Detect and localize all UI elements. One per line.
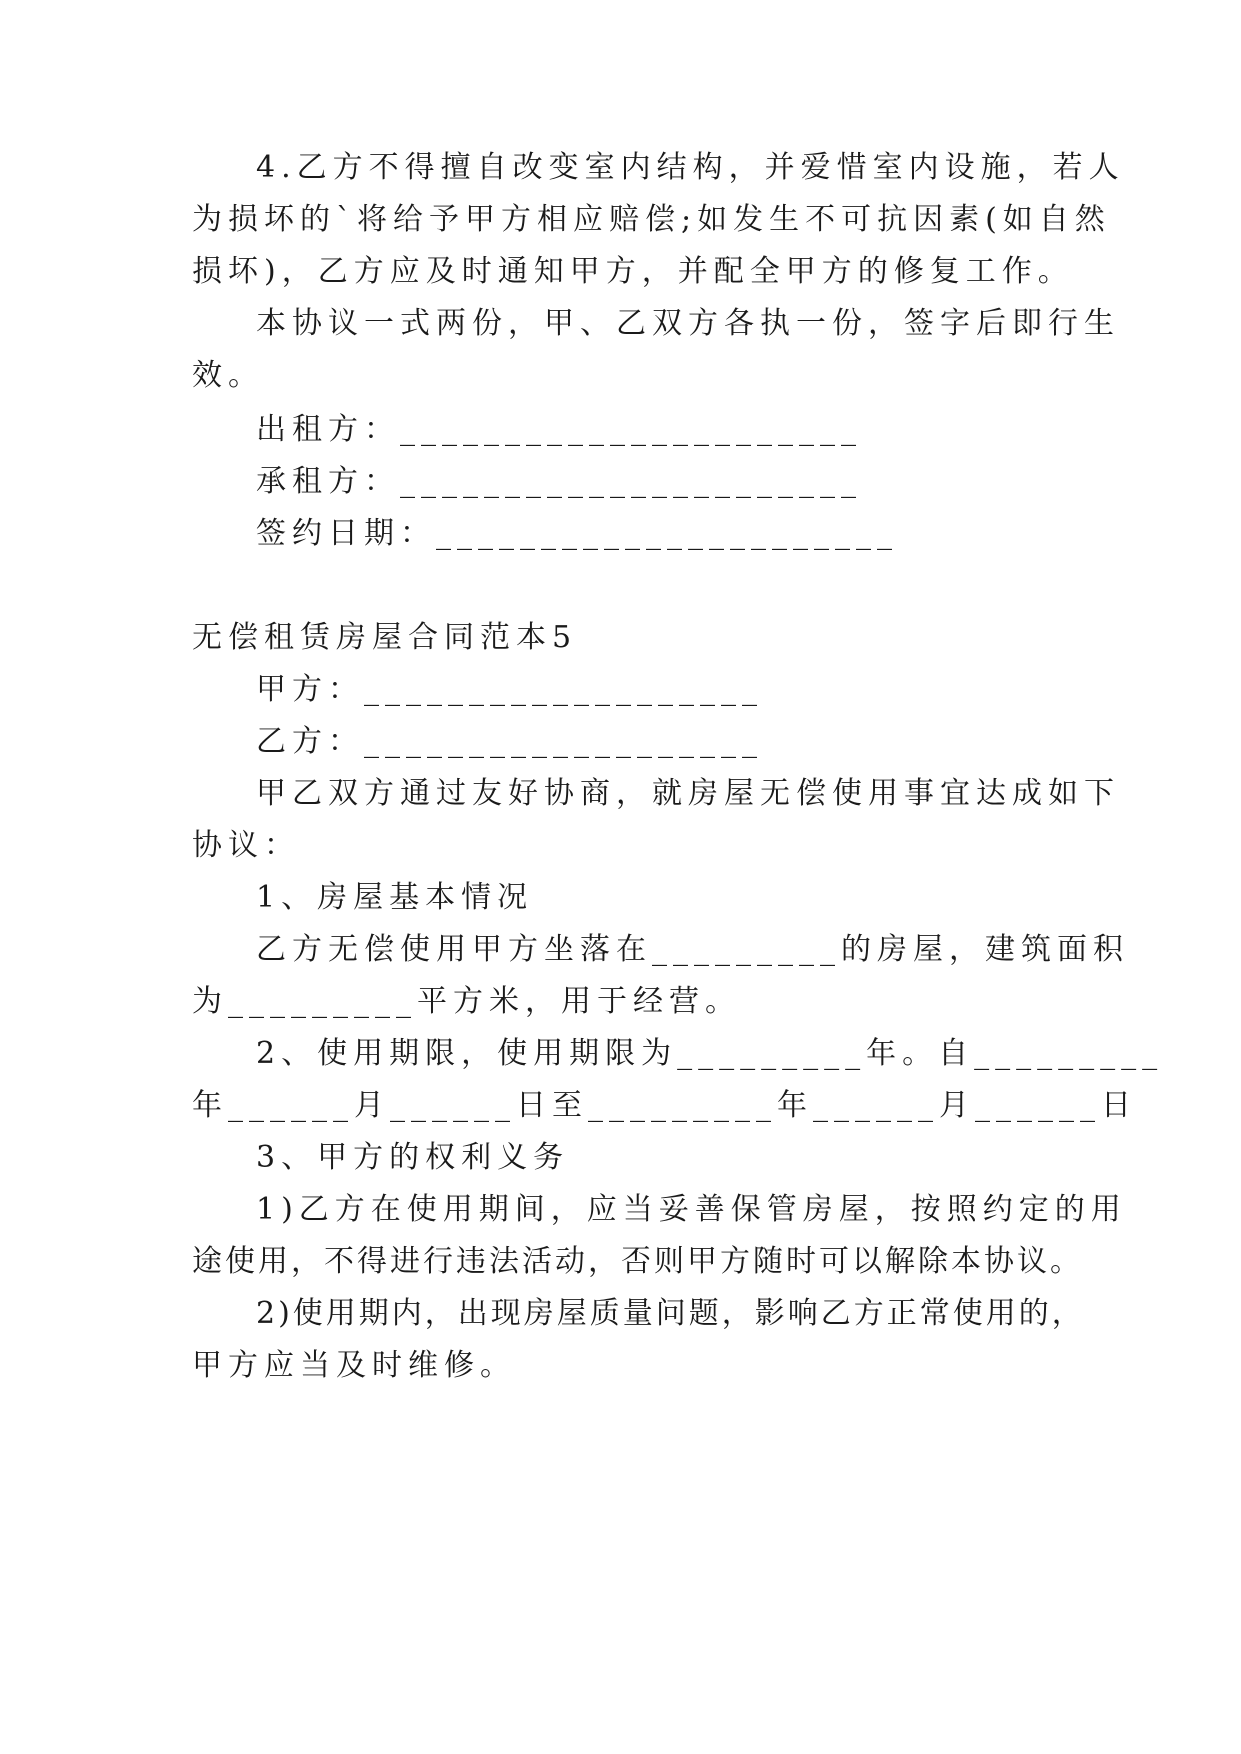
section1-line2: 为_________平方米，用于经营。 bbox=[192, 984, 741, 1019]
section3-p2-line2: 甲方应当及时维修。 bbox=[192, 1348, 516, 1383]
clause4-line3: 损坏)，乙方应及时通知甲方，并配全甲方的修复工作。 bbox=[192, 254, 1074, 289]
party-b: 乙方：___________________ bbox=[256, 724, 763, 759]
effect-line1: 本协议一式两份，甲、乙双方各执一份，签字后即行生 bbox=[256, 306, 1120, 341]
section1-heading: 1、房屋基本情况 bbox=[256, 880, 534, 915]
sign-date: 签约日期：______________________ bbox=[256, 516, 898, 551]
section1-line1: 乙方无偿使用甲方坐落在_________的房屋，建筑面积 bbox=[256, 932, 1129, 967]
lessee-signature: 承租方：______________________ bbox=[256, 464, 862, 499]
section-title: 无偿租赁房屋合同范本5 bbox=[192, 620, 578, 655]
section3-heading: 3、甲方的权利义务 bbox=[256, 1140, 570, 1175]
section3-p2-line1: 2)使用期内，出现房屋质量问题，影响乙方正常使用的， bbox=[256, 1296, 1085, 1331]
clause4-line1: 4.乙方不得擅自改变室内结构，并爱惜室内设施，若人 bbox=[256, 150, 1125, 185]
intro-line2: 协议： bbox=[192, 828, 300, 863]
section2-line1: 2、使用期限，使用期限为_________年。自_________ bbox=[256, 1036, 1164, 1071]
section3-p1-line2: 途使用，不得进行违法活动，否则甲方随时可以解除本协议。 bbox=[192, 1244, 1083, 1279]
party-a: 甲方：___________________ bbox=[256, 672, 763, 707]
effect-line2: 效。 bbox=[192, 358, 264, 393]
section2-line2: 年______月______日至_________年______月______日 bbox=[192, 1088, 1137, 1123]
lessor-signature: 出租方：______________________ bbox=[256, 412, 862, 447]
intro-line1: 甲乙双方通过友好协商，就房屋无偿使用事宜达成如下 bbox=[256, 776, 1120, 811]
clause4-line2: 为损坏的`将给予甲方相应赔偿;如发生不可抗因素(如自然 bbox=[192, 202, 1111, 237]
section3-p1-line1: 1)乙方在使用期间，应当妥善保管房屋，按照约定的用 bbox=[256, 1192, 1127, 1227]
